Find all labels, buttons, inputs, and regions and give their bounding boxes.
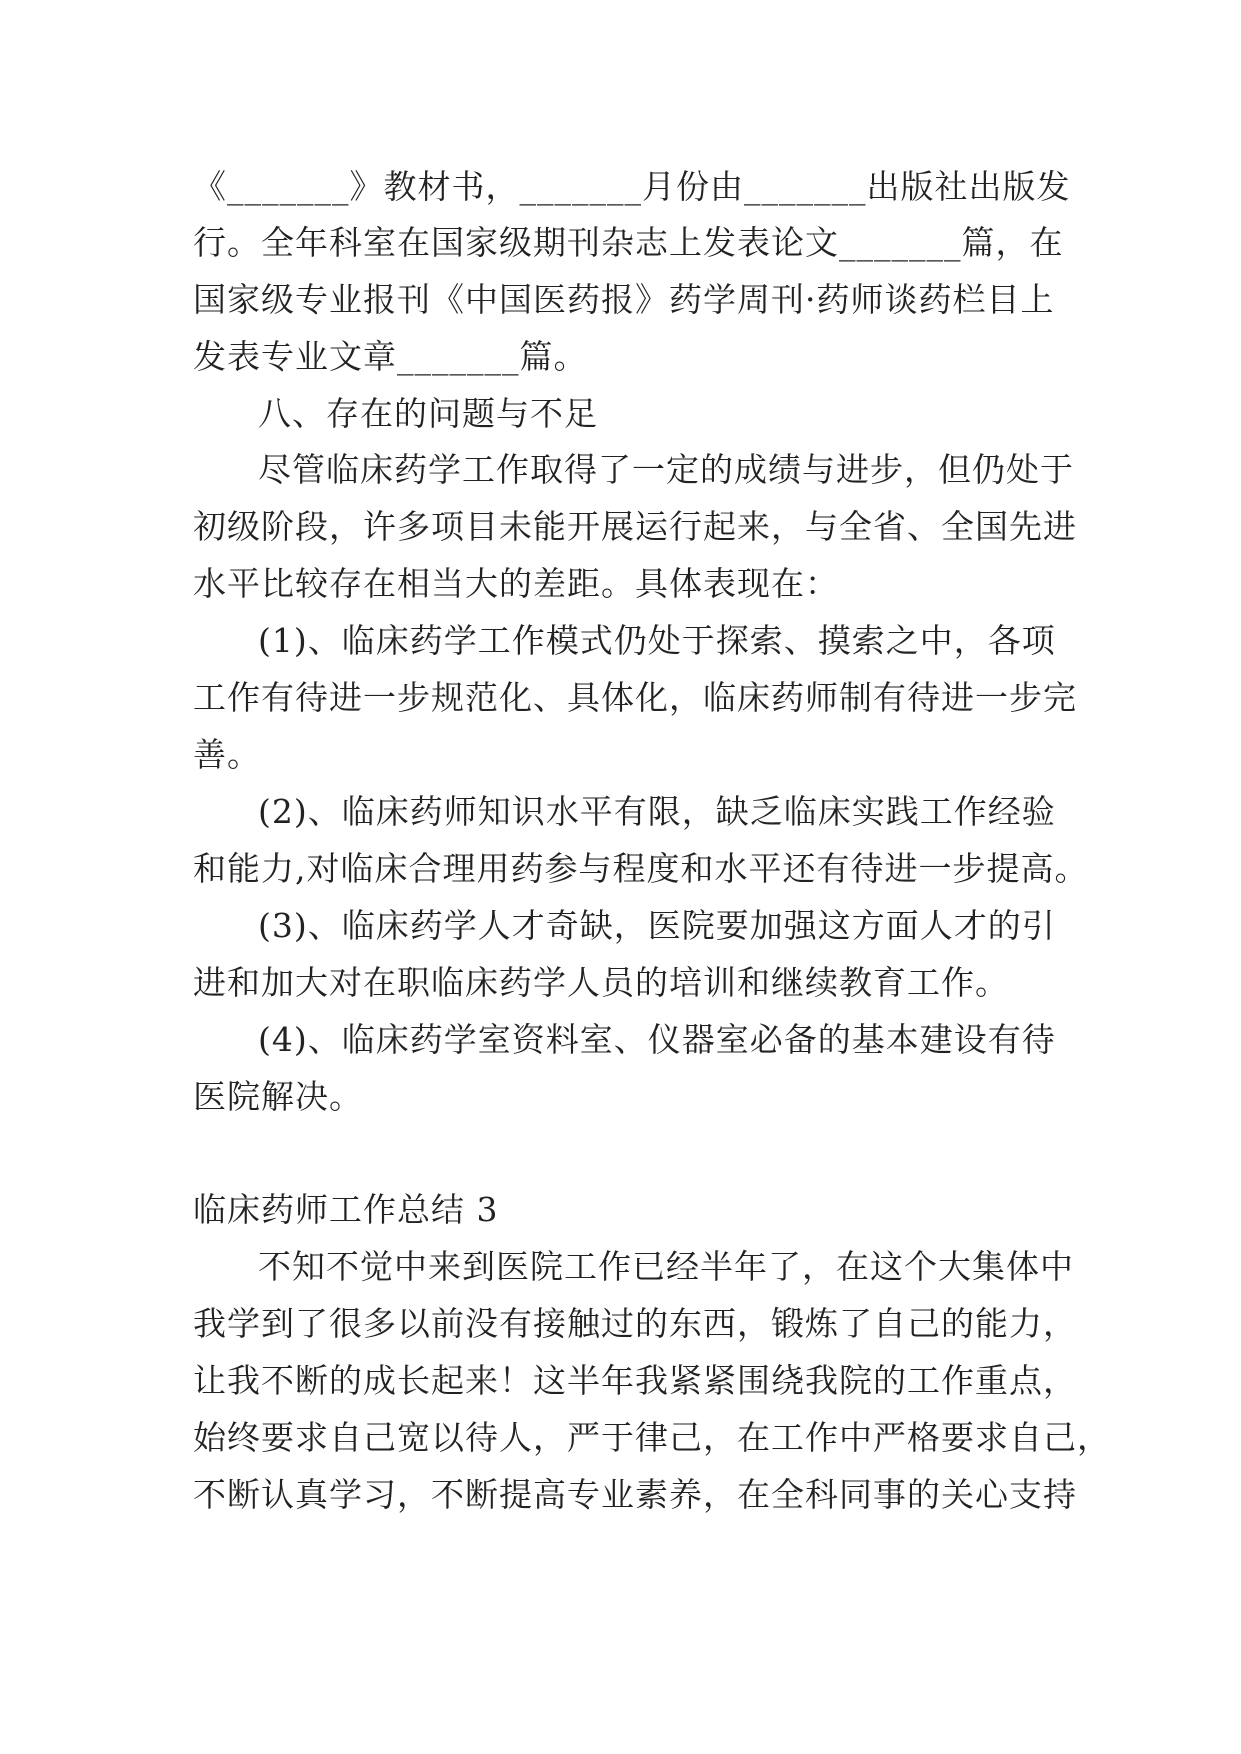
text-line: 让我不断的成长起来！这半年我紧紧围绕我院的工作重点， — [193, 1361, 1077, 1400]
text-line: 不知不觉中来到医院工作已经半年了，在这个大集体中 — [258, 1247, 1074, 1286]
text-line: 水平比较存在相当大的差距。具体表现在： — [193, 564, 839, 603]
text-line: 尽管临床药学工作取得了一定的成绩与进步，但仍处于 — [258, 450, 1074, 489]
text-line: 进和加大对在职临床药学人员的培训和继续教育工作。 — [193, 963, 1009, 1002]
text-line: 国家级专业报刊《中国医药报》药学周刊·药师谈药栏目上 — [193, 280, 1055, 319]
text-line: 善。 — [193, 735, 261, 774]
text-line: 工作有待进一步规范化、具体化，临床药师制有待进一步完 — [193, 678, 1077, 717]
text-line: 始终要求自己宽以待人，严于律己，在工作中严格要求自己， — [193, 1418, 1111, 1457]
text-line: (2)、临床药师知识水平有限，缺乏临床实践工作经验 — [258, 792, 1056, 831]
text-line: 和能力,对临床合理用药参与程度和水平还有待进一步提高。 — [193, 849, 1089, 888]
text-line: (1)、临床药学工作模式仍处于探索、摸索之中，各项 — [258, 621, 1056, 660]
section-title: 临床药师工作总结 3 — [193, 1190, 499, 1229]
section-heading: 八、存在的问题与不足 — [258, 394, 598, 433]
text-line: 不断认真学习，不断提高专业素养，在全科同事的关心支持 — [193, 1475, 1077, 1514]
text-line: 初级阶段，许多项目未能开展运行起来，与全省、全国先进 — [193, 507, 1077, 546]
text-line: 医院解决。 — [193, 1077, 363, 1116]
text-line: 发表专业文章_______篇。 — [193, 337, 588, 376]
text-line: 行。全年科室在国家级期刊杂志上发表论文_______篇，在 — [193, 223, 1064, 262]
text-line: 我学到了很多以前没有接触过的东西，锻炼了自己的能力， — [193, 1304, 1077, 1343]
text-line: (3)、临床药学人才奇缺，医院要加强这方面人才的引 — [258, 906, 1056, 945]
text-line: (4)、临床药学室资料室、仪器室必备的基本建设有待 — [258, 1020, 1056, 1059]
text-line: 《_______》教材书，_______月份由_______出版社出版发 — [193, 167, 1071, 206]
